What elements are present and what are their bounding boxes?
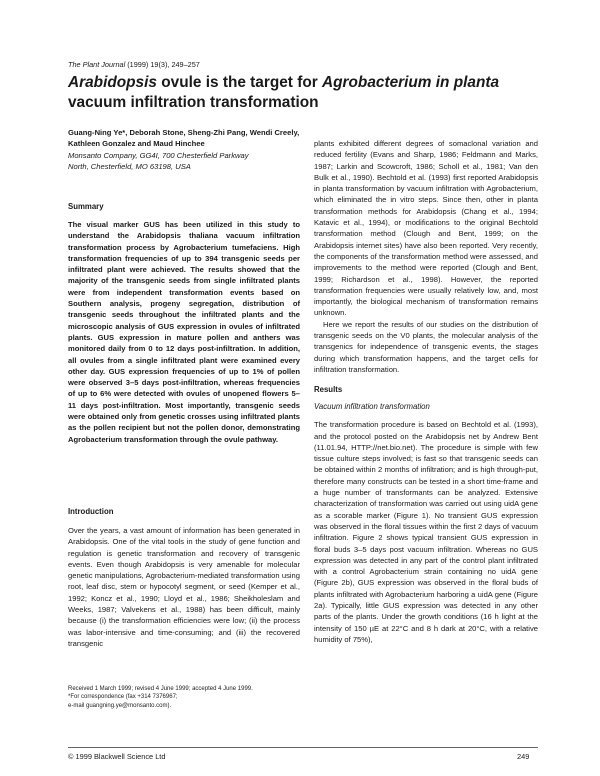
- affiliation-line: Monsanto Company, GG4I, 700 Chesterfield Parkway: [68, 151, 249, 160]
- received-dates: Received 1 March 1999; revised 4 June 1999; accepted 4 June 1999.: [68, 686, 253, 692]
- title-part: ovule is the target for: [156, 74, 323, 91]
- summary-text: The visual marker GUS has been utilized in this study to understand the Arabidopsis thaliana vacuum infiltration transformation process by Agrobacterium tumefaciens. High transformation frequencies of up to 394 transgenic seeds per infiltrated plant were achieved. The results showed that the majority of the transgenic seeds from single infiltrated plants were from independent transformation events based on Southern analysis, progeny segregation, distribution of transgenic seeds throughout the infiltrated plants and the microscopic analysis of GUS expression in ovules of infiltrated plants. GUS expression in mature pollen and anthers was monitored daily from 0 to 12 days post-infiltration. In addition, all ovules from a single infiltrated plant were examined every other day. GUS expression frequencies of up to 1% of pollen were observed 3–5 days post-infiltration, whereas frequencies of up to 6% were detected with ovules of unopened flowers 5–11 days post-infiltration. Most importantly, transgenic seeds were obtained only from genetic crosses using infiltrated plants as the pollen recipient but not the pollen donor, demonstrating Agrobacterium transformation through the ovule pathway.: [68, 220, 300, 444]
- footnotes: [68, 685, 300, 710]
- article-title: [68, 73, 538, 113]
- title-part: vacuum infiltration transformation: [68, 94, 319, 111]
- correspondence-note: *For correspondence (fax +314 7376967;: [68, 694, 178, 701]
- journal-citation: [68, 60, 200, 69]
- paragraph-intro-continued: plants exhibited different degrees of somaclonal variation and reduced fertility (Evans and Sharp, 1986; Feldmann and Marks, 1987; Larkin and Scowcroft, 1986; Scholl et al., 1981; Van den Bulk et al., 1990). Bechtold et al. (1993) first reported Arabidopsis in planta transformation by vacuum infiltration with Agrobacterium, which eliminated the in vitro steps. Since then, other in planta transformation methods for Arabidopsis (Chang et al., 1994; Katavic et al., 1994), or modifications to the original Bechtold transformation method (Clough and Bent, 1999; on the Arabidopsis internet sites) have also been reported. Very recently, the components of the transformation method were assessed, and improvements to the method were reported (Clough and Bent, 1999; Richardson et al., 1998). However, the reported transformation frequencies were usually relatively low, and, most importantly, the biological mechanism of transformation remains unknown.: [314, 139, 538, 318]
- right-column: [314, 138, 538, 645]
- results-heading: Results: [314, 385, 343, 395]
- paragraph-transformation-procedure: The transformation procedure is based on Bechtold et al. (1993), and the protocol posted on the Arabidopsis net by Andrew Bent (11.01.94, HTTP://net.bio.net). The procedure is simple with few tissue culture steps involved; is fast so that transgenic seeds can be obtained within 2 months of infiltration; and is high through-put, therefore many constructs can be tested in a short time-frame and a huge number of transformants can be analyzed. Extensive characterization of transformation was carried out using uidA gene as a scorable marker (Figure 1). No transient GUS expression was observed in the floral tissues within the first 2 days of vacuum infiltration. Figure 2 shows typical transient GUS expression in floral buds 3–5 days post vacuum infiltration. Whereas no GUS expression was detected in any part of the control plant infiltrated with a control Agrobacterium strain containing no uidA gene (Figure 2b), GUS expression was observed in the floral buds of plants infiltrated with Agrobacterium harboring a uidA gene (Figure 2a). Typically, little GUS expression was detected in any other parts of the plants. Under the growth conditions (16 h light at the intensity of 150 µE at 22°C and 8 h dark at 20°C, with a relative humidity of 75%),: [314, 420, 538, 644]
- paragraph-study-aims: Here we report the results of our studies on the distribution of transgenic seeds on the V0 plants, the molecular analysis of the transgenics for independence of transgenic events, the stages during which transformation happens, and the target cells for infiltration transformation.: [314, 319, 538, 374]
- introduction-text: Over the years, a vast amount of information has been generated in Arabidopsis. One of the vital tools in the study of gene function and regulation is genetic transformation and recovery of transgenic events. Even though Arabidopsis is very amenable for molecular genetic manipulations, Agrobacterium-mediated transformation using root, leaf disc, stem or hypocotyl segment, or seed (Kemper et al., 1992; Koncz et al., 1990; Lloyd et al., 1986; Sheikholeslam and Weeks, 1987; Valvekens et al., 1988) has been difficult, mainly because (i) the transformation efficiencies were low; (ii) the process was labor-intensive and time-consuming; and (iii) the recovered transgenic: [68, 526, 300, 648]
- affiliation-line: North, Chesterfield, MO 63198, USA: [68, 162, 191, 172]
- introduction-heading: Introduction: [68, 507, 114, 516]
- copyright: © 1999 Blackwell Science Ltd: [68, 752, 166, 761]
- page-number: 249: [517, 752, 530, 761]
- author-list: Guang-Ning Ye*, Deborah Stone, Sheng-Zhi Pang, Wendi Creely, Kathleen Gonzalez and Maud Hinchee: [68, 128, 300, 149]
- summary-heading: Summary: [68, 202, 104, 211]
- affiliation: [68, 150, 308, 173]
- footer-rule: [68, 747, 538, 748]
- right-paragraph: [314, 138, 538, 375]
- title-part: Arabidopsis: [68, 74, 157, 91]
- email-note: e-mail guangning.ye@monsanto.com).: [68, 702, 172, 709]
- journal-volume: (1999) 19(3), 249–257: [125, 60, 200, 69]
- title-part: Agrobacterium in planta: [322, 74, 500, 91]
- journal-name: The Plant Journal: [68, 60, 126, 69]
- introduction-section: [68, 507, 300, 649]
- vacuum-infiltration-heading: Vacuum infiltration transformation: [314, 402, 430, 412]
- summary-section: [68, 202, 300, 445]
